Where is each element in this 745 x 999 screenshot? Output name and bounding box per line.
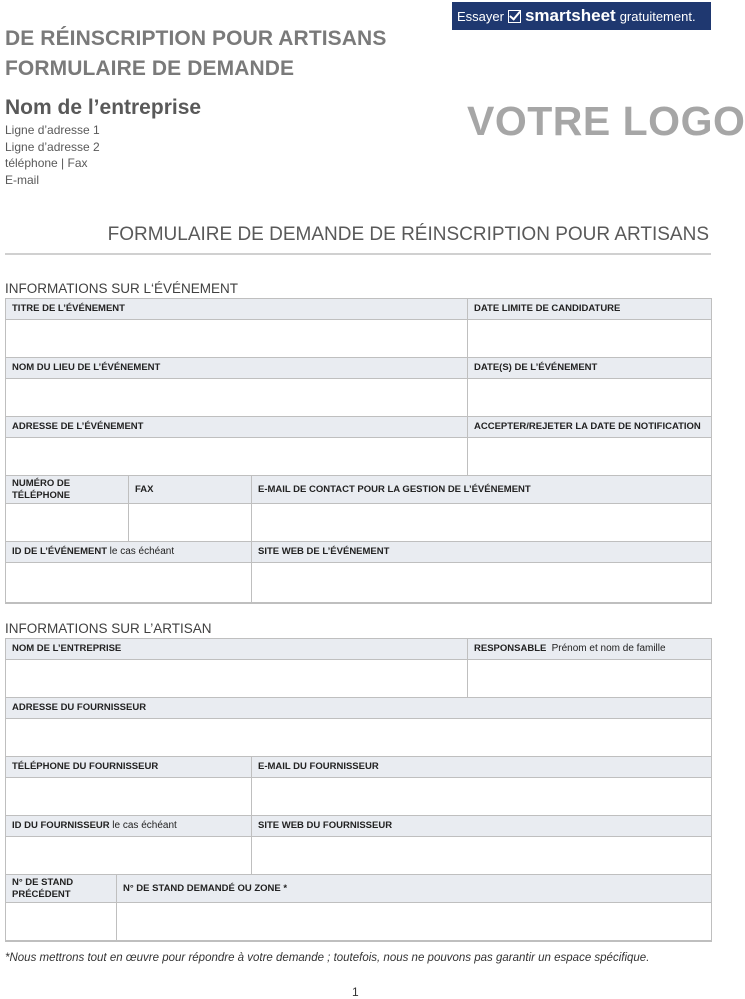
requested-stand-label: N° DE STAND DEMANDÉ OU ZONE * — [117, 875, 712, 903]
event-id-label — [6, 542, 252, 563]
contact-email-field[interactable] — [252, 504, 712, 542]
event-id-note: le cas échéant — [109, 546, 175, 557]
manager-label — [468, 639, 712, 660]
company-name: Nom de l’entreprise — [5, 96, 202, 119]
supplier-id-note: le cas échéant — [112, 820, 177, 831]
smartsheet-banner-link[interactable] — [452, 2, 711, 30]
phone-label: NUMÉRO DE TÉLÉPHONE — [6, 476, 129, 504]
supplier-phone-field[interactable] — [6, 778, 252, 816]
event-info-table — [5, 298, 712, 604]
footnote: *Nous mettrons tout en œuvre pour répondre à votre demande ; toutefois, nous ne pouvons pas garantir un espace spécifique. — [5, 952, 650, 964]
event-dates-field[interactable] — [468, 379, 712, 417]
artisan-company-label: NOM DE L’ENTREPRISE — [6, 639, 468, 660]
event-id-label-text: ID DE L’ÉVÉNEMENT — [12, 546, 108, 557]
checkmark-icon — [508, 10, 521, 23]
form-heading-line1: DE RÉINSCRIPTION POUR ARTISANS — [5, 27, 387, 50]
form-heading-line2: FORMULAIRE DE DEMANDE — [5, 57, 295, 80]
address-line-1: Ligne d’adresse 1 — [5, 123, 100, 137]
fax-field[interactable] — [129, 504, 252, 542]
prev-stand-label: N° DE STAND PRÉCÉDENT — [6, 875, 117, 903]
phone-fax: téléphone | Fax — [5, 156, 88, 170]
supplier-website-label: SITE WEB DU FOURNISSEUR — [252, 816, 712, 837]
form-heading — [5, 24, 386, 84]
contact-email-label: E-MAIL DE CONTACT POUR LA GESTION DE L’ÉVÉNEMENT — [252, 476, 712, 504]
requested-stand-field[interactable] — [117, 903, 712, 941]
notification-date-label: ACCEPTER/REJETER LA DATE DE NOTIFICATION — [468, 417, 712, 438]
manager-label-text: RESPONSABLE — [474, 643, 547, 654]
supplier-address-label: ADRESSE DU FOURNISSEUR — [6, 698, 712, 719]
event-id-field[interactable] — [6, 563, 252, 603]
page-number: 1 — [352, 985, 359, 999]
logo-placeholder: VOTRE LOGO — [467, 98, 745, 144]
company-address-block — [5, 122, 100, 188]
event-title-label: TITRE DE L’ÉVÉNEMENT — [6, 299, 468, 320]
artisan-section-heading: INFORMATIONS SUR L’ARTISAN — [5, 621, 212, 636]
banner-try-label: Essayer — [457, 8, 504, 24]
venue-name-label: NOM DU LIEU DE L’ÉVÉNEMENT — [6, 358, 468, 379]
event-section-heading: INFORMATIONS SUR L‘ÉVÉNEMENT — [5, 281, 239, 296]
event-dates-label: DATE(S) DE L’ÉVÉNEMENT — [468, 358, 712, 379]
address-line-2: Ligne d’adresse 2 — [5, 139, 100, 154]
venue-name-field[interactable] — [6, 379, 468, 417]
supplier-address-field[interactable] — [6, 719, 712, 757]
event-address-field[interactable] — [6, 438, 468, 476]
event-address-label: ADRESSE DE L’ÉVÉNEMENT — [6, 417, 468, 438]
deadline-field[interactable] — [468, 320, 712, 358]
prev-stand-field[interactable] — [6, 903, 117, 941]
supplier-website-field[interactable] — [252, 837, 712, 875]
title-divider — [5, 253, 711, 255]
supplier-id-field[interactable] — [6, 837, 252, 875]
manager-note: Prénom et nom de famille — [551, 643, 666, 654]
phone-field[interactable] — [6, 504, 129, 542]
email-line: E-mail — [5, 172, 40, 187]
supplier-email-label: E-MAIL DU FOURNISSEUR — [252, 757, 712, 778]
supplier-id-label-text: ID DU FOURNISSEUR — [12, 820, 110, 831]
event-website-label: SITE WEB DE L’ÉVÉNEMENT — [252, 542, 712, 563]
manager-field[interactable] — [468, 660, 712, 698]
banner-free-label: gratuitement. — [619, 8, 696, 24]
artisan-company-field[interactable] — [6, 660, 468, 698]
event-title-field[interactable] — [6, 320, 468, 358]
banner-brand: smartsheet — [524, 6, 616, 25]
supplier-email-field[interactable] — [252, 778, 712, 816]
notification-date-field[interactable] — [468, 438, 712, 476]
artisan-info-table — [5, 638, 712, 942]
event-website-field[interactable] — [252, 563, 712, 603]
supplier-phone-label: TÉLÉPHONE DU FOURNISSEUR — [6, 757, 252, 778]
document-title: FORMULAIRE DE DEMANDE DE RÉINSCRIPTION POUR ARTISANS — [107, 224, 709, 245]
supplier-id-label — [6, 816, 252, 837]
fax-label: FAX — [129, 476, 252, 504]
deadline-label: DATE LIMITE DE CANDIDATURE — [468, 299, 712, 320]
